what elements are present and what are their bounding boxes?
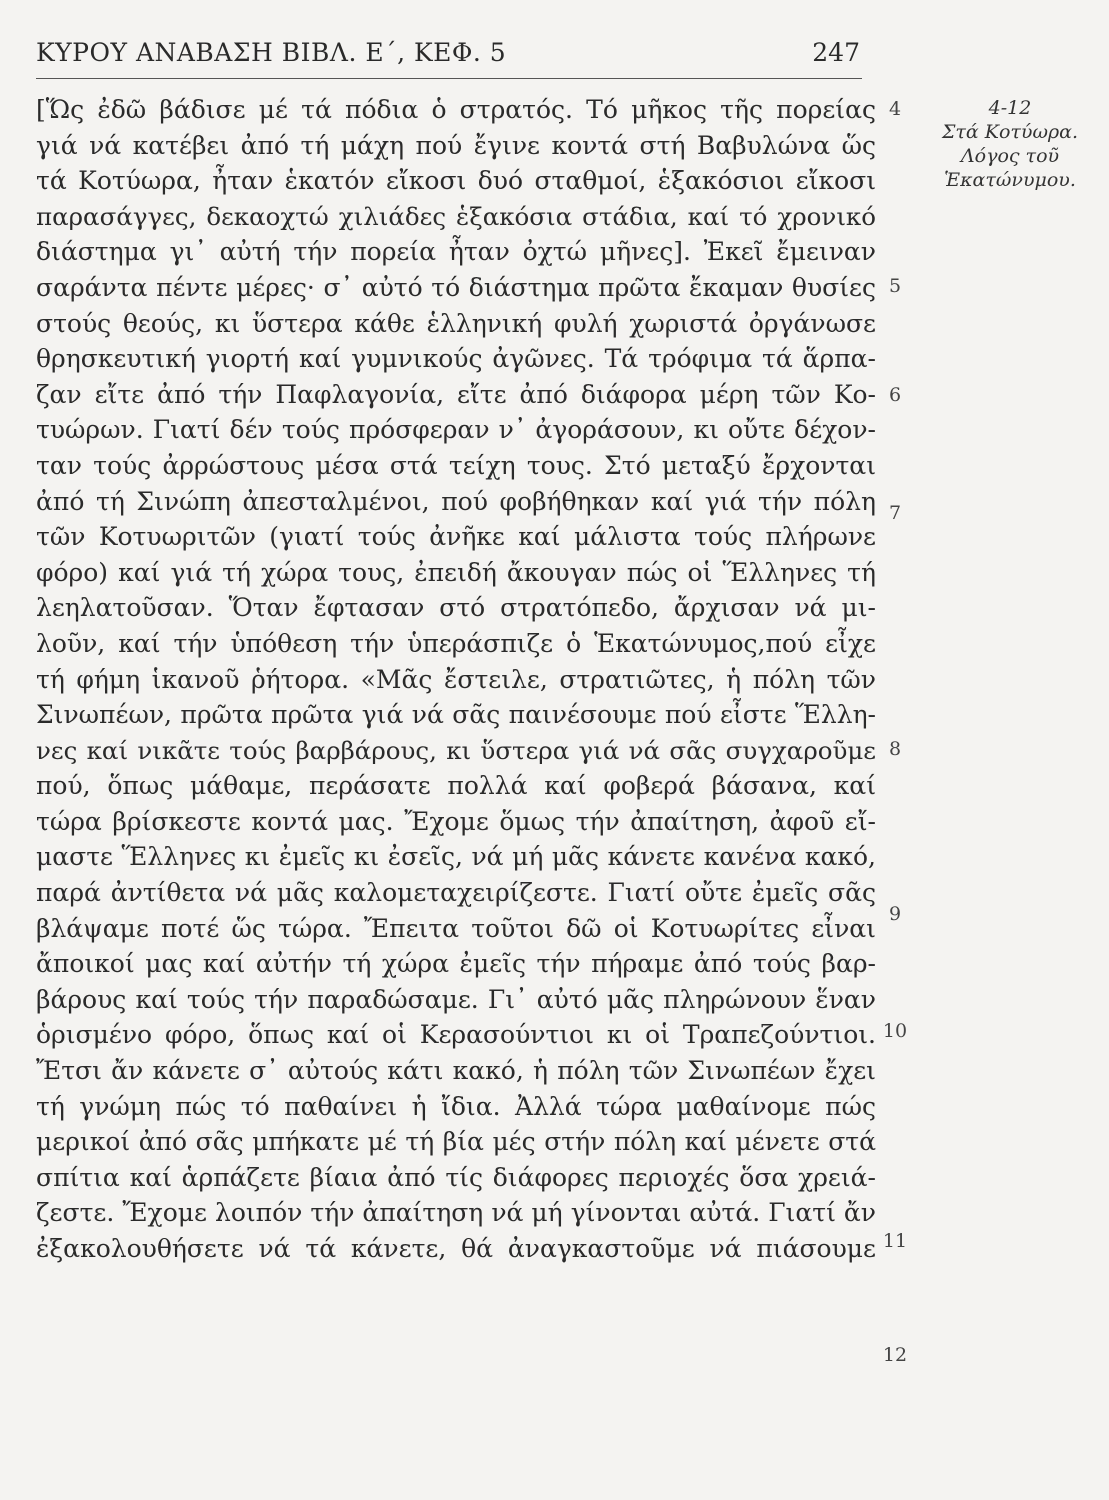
- margin-note-range: 4-12: [988, 97, 1032, 119]
- section-number: 9: [888, 903, 902, 925]
- text-line: [Ὥς ἐδῶ βάδισε μέ τά πόδια ὁ στρατός. Τό μῆκος τῆς πορείας: [36, 95, 876, 124]
- section-number: 7: [888, 502, 902, 524]
- text-line: γιά νά κατέβει ἀπό τή μάχη πού ἔγινε κοντά στή Βαβυλώνα ὥς: [36, 130, 876, 160]
- page-header: [36, 34, 862, 79]
- margin-note-line: Στά Κοτύωρα.: [941, 121, 1079, 143]
- text-line: ζεστε. Ἔχομε λοιπόν τήν ἀπαίτηση νά μή γίνονται αὐτά. Γιατί ἄν: [36, 1198, 876, 1228]
- text-line: λεηλατοῦσαν. Ὅταν ἔφτασαν στό στρατόπεδο, ἄρχισαν νά μι-: [36, 593, 876, 623]
- text-line: παρά ἀντίθετα νά μᾶς καλομεταχειρίζεστε. Γιατί οὔτε ἐμεῖς σᾶς: [36, 878, 876, 908]
- text-line: σαράντα πέντε μέρες· σ᾽ αὐτό τό διάστημα πρῶτα ἔκαμαν θυσίες: [36, 272, 876, 302]
- text-line: διάστημα γι᾽ αὐτή τήν πορεία ἦταν ὀχτώ μῆνες]. Ἐκεῖ ἔμειναν: [36, 237, 876, 267]
- section-number: 11: [882, 1230, 908, 1252]
- page-number: 247: [812, 38, 860, 67]
- text-line: ζαν εἴτε ἀπό τήν Παφλαγονία, εἴτε ἀπό διάφορα μέρη τῶν Κο-: [36, 379, 876, 409]
- text-line: Ἔτσι ἄν κάνετε σ᾽ αὐτούς κάτι κακό, ἡ πόλη τῶν Σινωπέων ἔχει: [36, 1056, 876, 1086]
- section-number: 4: [888, 98, 902, 120]
- text-line: ἀπό τή Σινώπη ἀπεσταλμένοι, πού φοβήθηκαν καί γιά τήν πόλη: [36, 486, 876, 516]
- text-line: μαστε Ἕλληνες κι ἐμεῖς κι ἐσεῖς, νά μή μᾶς κάνετε κανένα κακό,: [36, 842, 876, 872]
- text-line: θρησκευτική γιορτή καί γυμνικούς ἀγῶνες. Τά τρόφιμα τά ἅρπα-: [36, 344, 876, 374]
- section-number: 8: [888, 738, 902, 760]
- text-line: σπίτια καί ἁρπάζετε βίαια ἀπό τίς διάφορες περιοχές ὅσα χρειά-: [36, 1162, 876, 1192]
- text-line: τῶν Κοτυωριτῶν (γιατί τούς ἀνῆκε καί μάλιστα τούς πλήρωνε: [36, 522, 876, 552]
- margin-note: [920, 96, 1100, 192]
- text-line: πού, ὅπως μάθαμε, περάσατε πολλά καί φοβερά βάσανα, καί: [36, 771, 876, 801]
- text-line: βλάψαμε ποτέ ὥς τώρα. Ἔπειτα τοῦτοι δῶ οἱ Κοτυωρίτες εἶναι: [36, 913, 876, 943]
- text-line: τή φήμη ἱκανοῦ ῥήτορα. «Μᾶς ἔστειλε, στρατιῶτες, ἡ πόλη τῶν: [36, 664, 876, 694]
- text-line: στούς θεούς, κι ὕστερα κάθε ἑλληνική φυλή χωριστά ὀργάνωσε: [36, 308, 876, 338]
- body-text: [36, 92, 876, 1267]
- margin-note-line: Ἑκατώνυμου.: [944, 169, 1076, 191]
- section-number: 12: [882, 1344, 908, 1366]
- section-number: 5: [888, 275, 902, 297]
- text-line: νες καί νικᾶτε τούς βαρβάρους, κι ὕστερα γιά νά σᾶς συγχαροῦμε: [36, 735, 876, 765]
- text-line: βάρους καί τούς τήν παραδώσαμε. Γι᾽ αὐτό μᾶς πληρώνουν ἕναν: [36, 984, 876, 1014]
- text-line: ταν τούς ἀρρώστους μέσα στά τείχη τους. Στό μεταξύ ἔρχονται: [36, 450, 876, 480]
- running-head: ΚΥΡΟΥ ΑΝΑΒΑΣΗ ΒΙΒΛ. Ε΄, ΚΕΦ. 5: [36, 38, 507, 67]
- margin-note-line: Λόγος τοῦ: [960, 145, 1060, 167]
- text-line: τώρα βρίσκεστε κοντά μας. Ἔχομε ὅμως τήν ἀπαίτηση, ἀφοῦ εἴ-: [36, 806, 876, 836]
- text-line: μερικοί ἀπό σᾶς μπήκατε μέ τή βία μές στήν πόλη καί μένετε στά: [36, 1127, 876, 1157]
- section-number: 10: [882, 1020, 908, 1042]
- text-line: ὁρισμένο φόρο, ὅπως καί οἱ Κερασούντιοι κι οἱ Τραπεζούντιοι.: [36, 1020, 876, 1050]
- text-line: τή γνώμη πώς τό παθαίνει ἡ ἴδια. Ἀλλά τώρα μαθαίνομε πώς: [36, 1091, 876, 1121]
- text-line: ἄποικοί μας καί αὐτήν τή χώρα ἐμεῖς τήν πήραμε ἀπό τούς βαρ-: [36, 949, 876, 979]
- text-line: ἐξακολουθήσετε νά τά κάνετε, θά ἀναγκαστοῦμε νά πιάσουμε: [36, 1234, 876, 1263]
- text-line: λοῦν, καί τήν ὑπόθεση τήν ὑπεράσπιζε ὁ Ἑκατώνυμος,πού εἶχε: [36, 628, 876, 658]
- text-line: Σινωπέων, πρῶτα πρῶτα γιά νά σᾶς παινέσουμε πού εἶστε Ἕλλη-: [36, 700, 876, 730]
- text-line: τά Κοτύωρα, ἦταν ἑκατόν εἴκοσι δυό σταθμοί, ἑξακόσιοι εἴκοσι: [36, 166, 876, 196]
- section-number: 6: [888, 384, 902, 406]
- text-line: παρασάγγες, δεκαοχτώ χιλιάδες ἑξακόσια στάδια, καί τό χρονικό: [36, 201, 876, 231]
- text-line: φόρο) καί γιά τή χώρα τους, ἐπειδή ἄκουγαν πώς οἱ Ἕλληνες τή: [36, 557, 876, 587]
- text-line: τυώρων. Γιατί δέν τούς πρόσφεραν ν᾽ ἀγοράσουν, κι οὔτε δέχον-: [36, 415, 876, 445]
